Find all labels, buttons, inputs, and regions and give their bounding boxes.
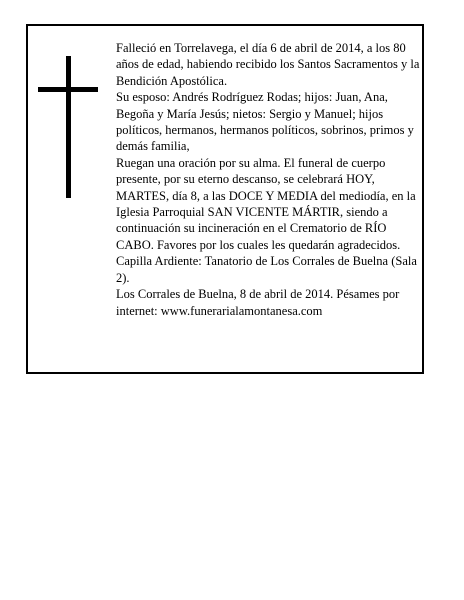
family-list: Su esposo: Andrés Rodríguez Rodas; hijos: Juan, Ana, Begoña y María Jesús; nietos: Sergio y Manuel; hijos políticos, hermanos, hermanos políticos, sobrinos, primos y demás familia, — [116, 90, 414, 154]
cross-horizontal-bar — [38, 87, 98, 92]
cross-vertical-bar — [66, 56, 71, 198]
notice-text — [116, 40, 420, 319]
closing-line: Los Corrales de Buelna, 8 de abril de 2014. Pésames por internet: www.funerarialamontanesa.com — [116, 287, 400, 318]
funeral-details: Ruegan una oración por su alma. El funeral de cuerpo presente, por su eterno descanso, se celebrará HOY, MARTES, día 8, a las DOCE Y MEDIA del mediodía, en la Iglesia Parroquial SAN VICENTE MÁRTIR, siendo a continuación su incineración en el Crematorio de RÍO CABO. Favores por los cuales les quedarán agradecidos. Capilla Ardiente: Tanatorio de Los Corrales de Buelna (Sala 2). — [116, 155, 417, 285]
cross-icon — [38, 56, 98, 198]
obituary-notice — [26, 24, 424, 374]
death-announcement: Falleció en Torrelavega, el día 6 de abril de 2014, a los 80 años de edad, habiendo recibido los Santos Sacramentos y la Bendición Apostólica. — [116, 41, 420, 88]
